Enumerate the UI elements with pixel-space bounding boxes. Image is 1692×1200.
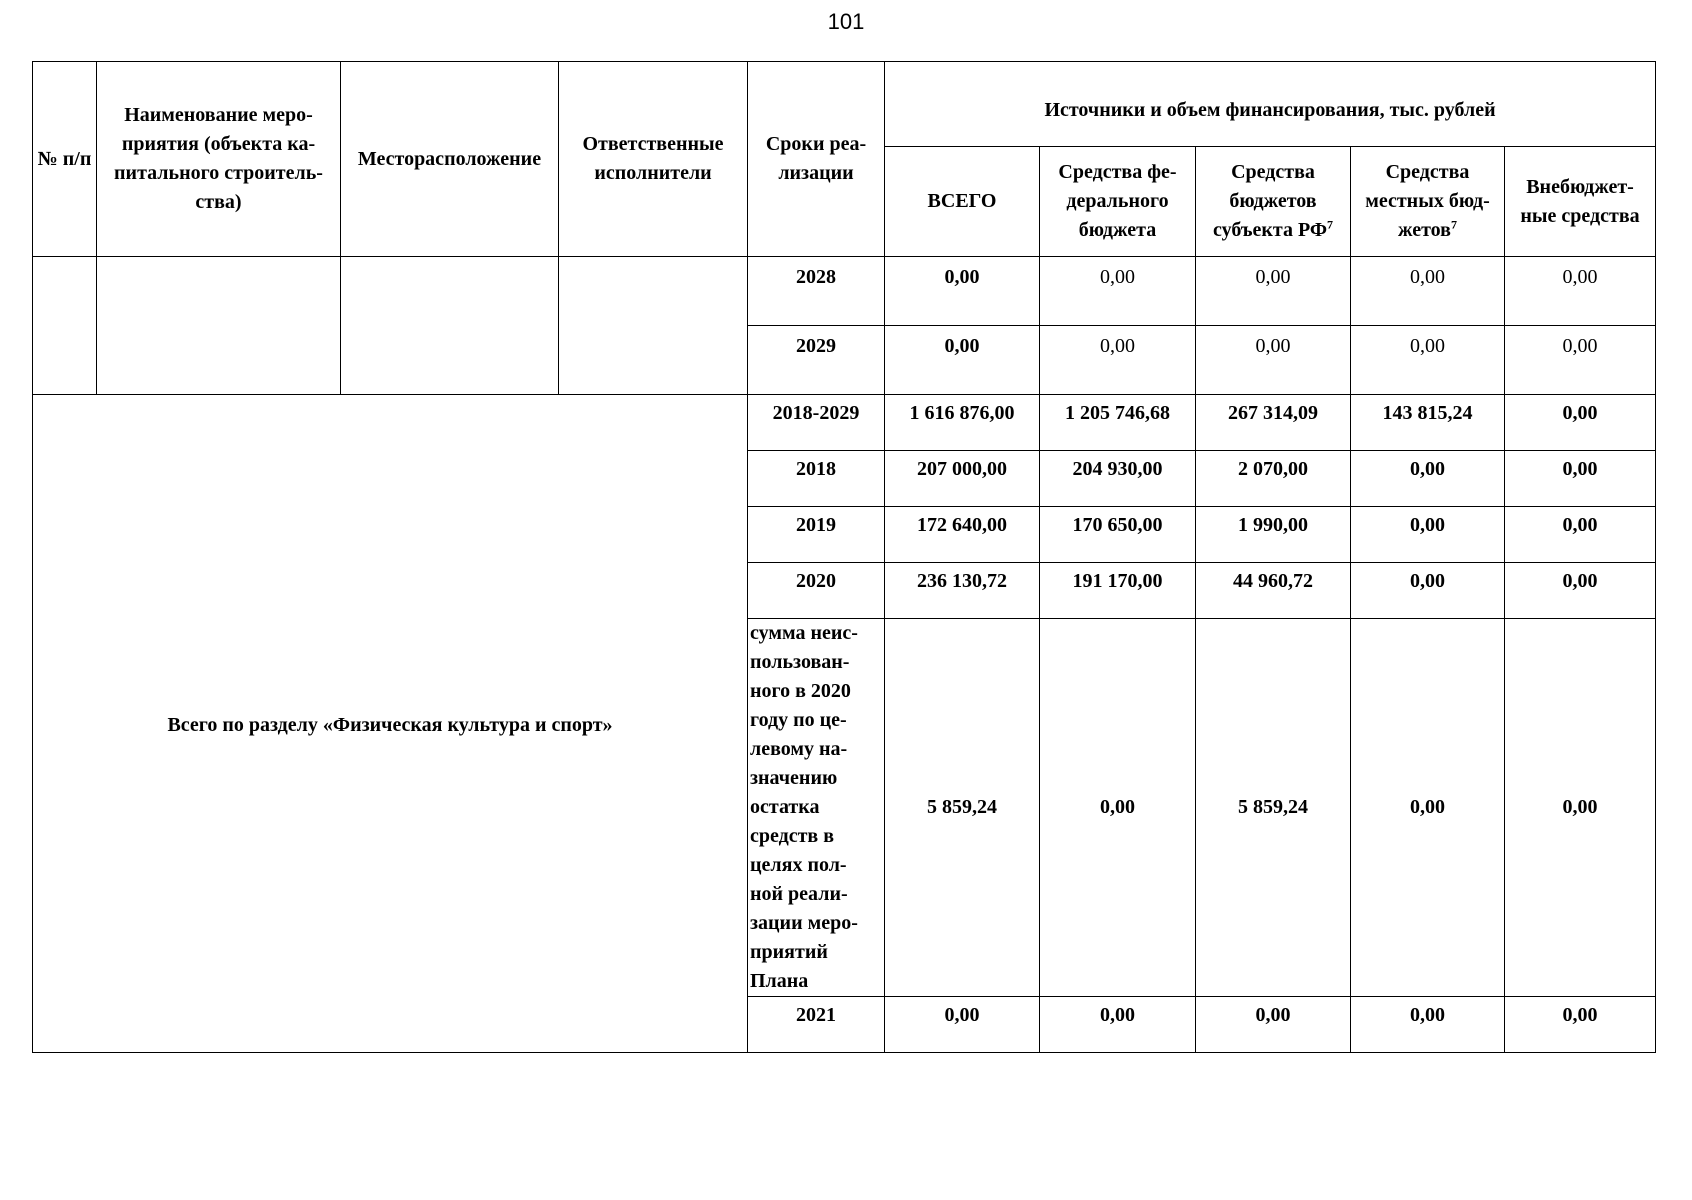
period-cell: 2018 xyxy=(748,451,885,507)
federal-cell: 1 205 746,68 xyxy=(1040,395,1196,451)
empty-cell xyxy=(559,257,748,395)
table-row xyxy=(33,257,1656,326)
federal-cell: 0,00 xyxy=(1040,619,1196,997)
period-cell: 2021 xyxy=(748,997,885,1053)
subject-cell: 0,00 xyxy=(1196,326,1351,395)
local-cell: 0,00 xyxy=(1351,619,1505,997)
federal-cell: 191 170,00 xyxy=(1040,563,1196,619)
subject-cell: 0,00 xyxy=(1196,257,1351,326)
total-cell: 1 616 876,00 xyxy=(885,395,1040,451)
local-cell: 143 815,24 xyxy=(1351,395,1505,451)
total-cell: 0,00 xyxy=(885,997,1040,1053)
period-cell: 2019 xyxy=(748,507,885,563)
period-cell: 2028 xyxy=(748,257,885,326)
header-federal: Средства фе- дерального бюджета xyxy=(1040,147,1196,257)
empty-cell xyxy=(341,257,559,395)
extra-cell: 0,00 xyxy=(1505,395,1656,451)
period-cell: 2029 xyxy=(748,326,885,395)
extra-cell: 0,00 xyxy=(1505,619,1656,997)
extra-cell: 0,00 xyxy=(1505,563,1656,619)
local-cell: 0,00 xyxy=(1351,507,1505,563)
subject-cell: 0,00 xyxy=(1196,997,1351,1053)
subject-cell: 5 859,24 xyxy=(1196,619,1351,997)
header-local: Средства местных бюд- жетов$^7$ xyxy=(1351,147,1505,257)
period-cell: 2018-2029 xyxy=(748,395,885,451)
federal-cell: 0,00 xyxy=(1040,257,1196,326)
federal-cell: 204 930,00 xyxy=(1040,451,1196,507)
period-cell: 2020 xyxy=(748,563,885,619)
total-cell: 207 000,00 xyxy=(885,451,1040,507)
extra-cell: 0,00 xyxy=(1505,257,1656,326)
page-number: 101 xyxy=(827,9,865,34)
empty-cell xyxy=(97,257,341,395)
header-period: Сроки реа- лизации xyxy=(748,62,885,257)
subject-cell: 1 990,00 xyxy=(1196,507,1351,563)
header-num: № п/п xyxy=(33,62,97,257)
federal-cell: 170 650,00 xyxy=(1040,507,1196,563)
total-cell: 0,00 xyxy=(885,326,1040,395)
subject-cell: 44 960,72 xyxy=(1196,563,1351,619)
header-extra: Внебюджет- ные средства xyxy=(1505,147,1656,257)
header-responsible: Ответственные исполнители xyxy=(559,62,748,257)
local-cell: 0,00 xyxy=(1351,997,1505,1053)
section-total-label: Всего по разделу «Физическая культура и спорт» xyxy=(33,395,748,1053)
table-row xyxy=(33,395,1656,451)
subject-cell: 2 070,00 xyxy=(1196,451,1351,507)
empty-cell xyxy=(33,257,97,395)
header-row xyxy=(33,62,1656,147)
subject-cell: 267 314,09 xyxy=(1196,395,1351,451)
local-cell: 0,00 xyxy=(1351,451,1505,507)
extra-cell: 0,00 xyxy=(1505,507,1656,563)
header-sources: Источники и объем финансирования, тыс. рублей xyxy=(885,62,1656,147)
header-subject: Средства бюджетов субъекта $РФ^7$ xyxy=(1196,147,1351,257)
period-cell-unused-funds: сумма неис- пользован- ного в 2020 году по це- левому на- значению остатка средств в целях пол- ной реали- зации меро- приятий Плана xyxy=(748,619,885,997)
financing-table xyxy=(32,61,1656,1053)
extra-cell: 0,00 xyxy=(1505,997,1656,1053)
local-cell: 0,00 xyxy=(1351,257,1505,326)
total-cell: 0,00 xyxy=(885,257,1040,326)
total-cell: 5 859,24 xyxy=(885,619,1040,997)
header-total: ВСЕГО xyxy=(885,147,1040,257)
federal-cell: 0,00 xyxy=(1040,326,1196,395)
local-cell: 0,00 xyxy=(1351,326,1505,395)
extra-cell: 0,00 xyxy=(1505,326,1656,395)
federal-cell: 0,00 xyxy=(1040,997,1196,1053)
header-name: Наименование меро- приятия (объекта ка- питального строитель- ства) xyxy=(97,62,341,257)
extra-cell: 0,00 xyxy=(1505,451,1656,507)
local-cell: 0,00 xyxy=(1351,563,1505,619)
total-cell: 172 640,00 xyxy=(885,507,1040,563)
total-cell: 236 130,72 xyxy=(885,563,1040,619)
header-location: Месторасположение xyxy=(341,62,559,257)
